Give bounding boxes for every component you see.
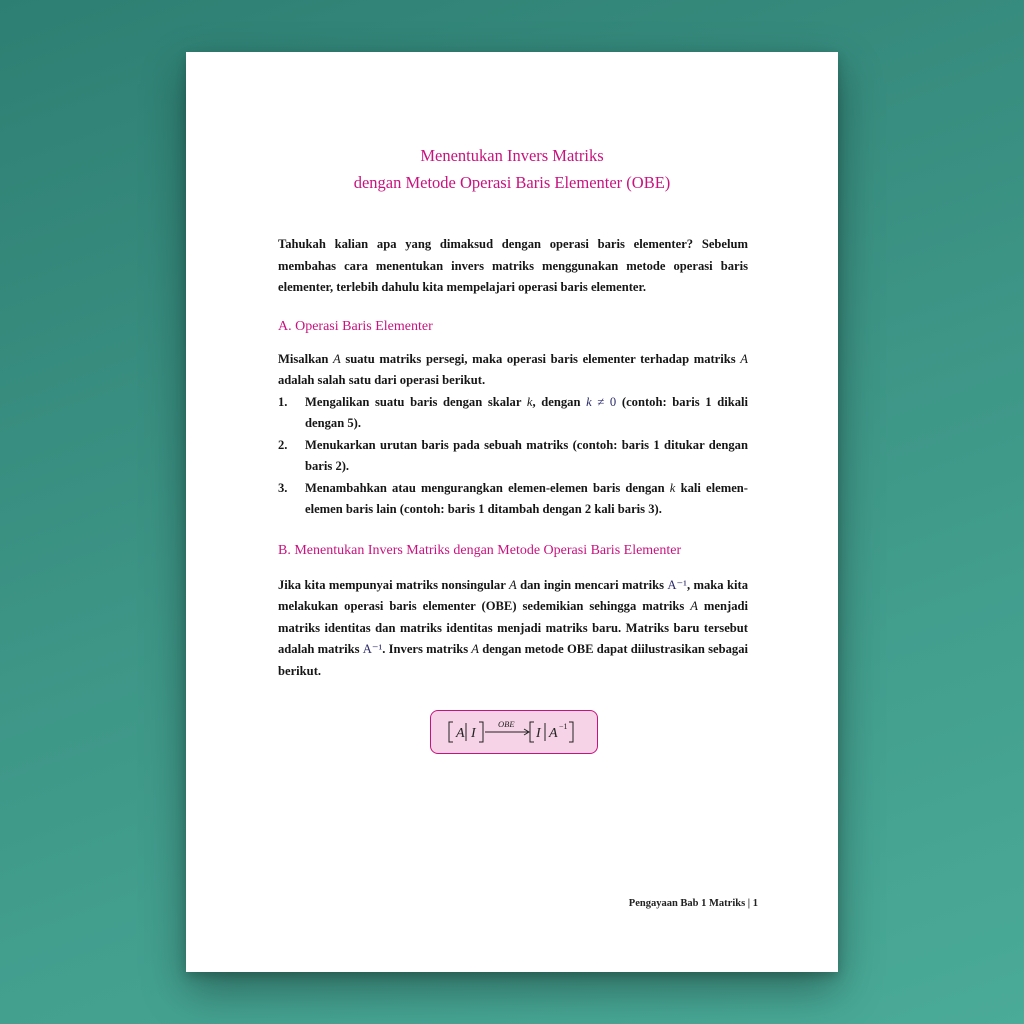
section-b-heading: B. Menentukan Invers Matriks dengan Metode Operasi Baris Elementer xyxy=(278,542,682,558)
para-text: dengan metode OBE dapat diilustrasikan sebagai berikut. xyxy=(278,642,748,678)
right-bracket-close xyxy=(569,722,573,742)
document-body xyxy=(278,234,748,682)
title-line-2: dengan Metode Operasi Baris Elementer (OBE) xyxy=(353,173,671,192)
obe-formula-box xyxy=(430,710,598,754)
list-number: 1. xyxy=(278,394,288,409)
arrow-label: OBE xyxy=(498,719,515,729)
variable-k: k xyxy=(586,394,592,409)
intro-paragraph: Tahukah kalian apa yang dimaksud dengan operasi baris elementer? Sebelum membahas cara menentukan invers matriks menggunakan metode operasi baris elementer, terlebih dahulu kita mempelajari operasi baris elementer. xyxy=(278,237,748,294)
item-text: , dengan xyxy=(532,394,587,409)
document-page xyxy=(186,52,838,972)
variable-a: A xyxy=(740,351,748,366)
item-text: Menukarkan urutan baris pada sebuah matriks (contoh: baris 1 ditukar dengan baris 2). xyxy=(305,437,748,473)
para-text: Jika kita mempunyai matriks nonsingular xyxy=(278,577,509,592)
variable-a: A xyxy=(471,642,479,656)
section-a-lead xyxy=(278,349,748,392)
list-item xyxy=(278,478,748,521)
lead-text-2: suatu matriks persegi, maka operasi baris elementer terhadap matriks xyxy=(340,351,741,366)
operation-list xyxy=(278,392,748,521)
lead-text-3: adalah salah satu dari operasi berikut. xyxy=(278,373,486,387)
variable-a: A xyxy=(508,577,517,592)
title-line-1: Menentukan Invers Matriks xyxy=(420,146,604,165)
left-bracket-open xyxy=(449,722,453,742)
para-text: menjadi matriks identitas dan matriks identitas menjadi matriks baru. Matriks baru tersebut adalah matriks xyxy=(278,599,748,656)
inverse-matrix-symbol: A⁻¹ xyxy=(362,642,383,656)
variable-k: k xyxy=(669,480,676,495)
variable-a: A xyxy=(333,351,341,366)
variable-k: k xyxy=(526,394,533,409)
formula-a: A xyxy=(456,726,465,741)
left-bracket-close xyxy=(479,722,483,742)
para-text: dan ingin mencari matriks xyxy=(516,577,668,592)
item-text: (contoh: baris 1 dikali dengan 5). xyxy=(305,394,748,430)
list-item xyxy=(278,392,748,435)
formula-a: A xyxy=(549,726,558,741)
item-text: Menambahkan atau mengurangkan elemen-elemen baris dengan xyxy=(305,480,670,495)
list-item xyxy=(278,435,748,478)
section-a-heading: A. Operasi Baris Elementer xyxy=(278,318,433,334)
lead-text-1: Misalkan xyxy=(278,351,334,366)
para-text: . Invers matriks xyxy=(382,642,472,656)
right-bracket-open xyxy=(530,722,534,742)
para-text: , maka kita melakukan operasi baris elementer (OBE) sedemikian sehingga matriks xyxy=(278,577,748,613)
formula-i: I xyxy=(471,726,476,741)
item-text: kali elemen-elemen baris lain (contoh: baris 1 ditambah dengan 2 kali baris 3). xyxy=(305,480,748,516)
inverse-exponent: −1 xyxy=(559,722,568,731)
variable-a: A xyxy=(690,599,698,613)
nonzero-condition: k ≠ 0 xyxy=(586,394,617,409)
inverse-matrix-symbol: A⁻¹ xyxy=(667,577,687,592)
item-text: Mengalikan suatu baris dengan skalar xyxy=(305,394,527,409)
page-footer: Pengayaan Bab 1 Matriks | 1 xyxy=(628,898,758,909)
list-number: 3. xyxy=(278,480,288,495)
obe-formula xyxy=(431,711,597,753)
formula-i: I xyxy=(536,726,541,741)
section-b-paragraph xyxy=(278,575,748,683)
list-number: 2. xyxy=(278,437,288,452)
document-title xyxy=(186,142,838,196)
